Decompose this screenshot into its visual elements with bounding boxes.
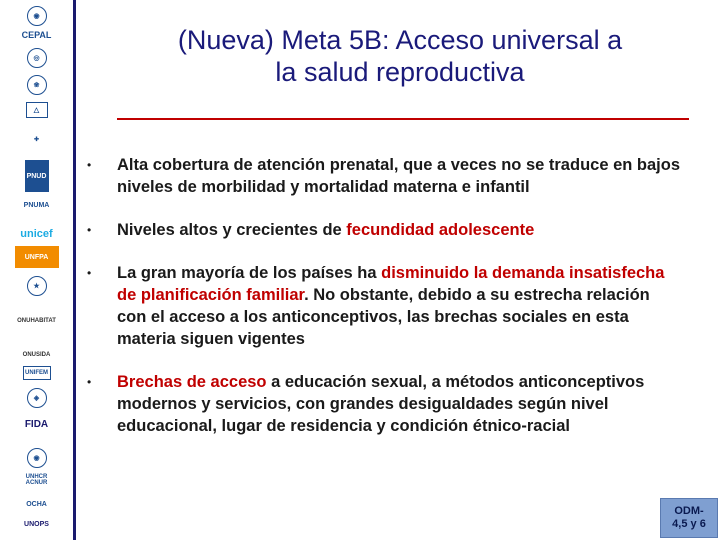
bullet-marker: • [87, 266, 92, 280]
list-item [82, 371, 682, 437]
odm-badge [660, 498, 718, 538]
fida-icon: FIDA [24, 419, 49, 430]
bullet-lead: Niveles altos y crecientes de [117, 221, 347, 239]
onu-habitat-icon: ONUHABITAT [17, 318, 56, 324]
bullet-text [117, 154, 682, 198]
ocha-icon: OCHA [26, 501, 47, 508]
bullet-marker: • [87, 223, 92, 237]
title-divider [117, 118, 689, 120]
bullet-lead: La gran mayoría de los países ha [117, 264, 382, 282]
pnuma-icon: PNUMA [23, 202, 50, 209]
list-item [82, 262, 682, 350]
bullet-highlight: Brechas de acceso [117, 373, 267, 391]
fao-icon: ❀ [27, 75, 47, 95]
bullet-highlight: fecundidad adolescente [346, 221, 535, 239]
bullet-text [117, 262, 682, 350]
wfp-icon: ★ [27, 276, 47, 296]
bullet-text [117, 371, 682, 437]
badge-line-1: ODM- [674, 505, 704, 517]
bullet-marker: • [87, 375, 92, 389]
bullet-tail: a educación sexual, a métodos anticonceptivos modernos y servicios, con grandes desigualdades según nivel educacional, lugar de residencia y condición étnico-racial [117, 373, 645, 435]
bullet-text [117, 219, 682, 241]
unfpa-icon: UNFPA [15, 246, 59, 268]
unicef-icon: unicef [20, 228, 53, 240]
onusida-icon: ONUSIDA [22, 352, 51, 358]
unops-icon: UNOPS [24, 521, 49, 528]
imf-icon: ◉ [27, 448, 47, 468]
bullet-highlight: disminuido la demanda insatisfecha de planificación familiar [117, 264, 665, 304]
title-line-1: (Nueva) Meta 5B: Acceso universal a [177, 25, 623, 55]
pnud-icon: PNUD [25, 160, 49, 192]
bullet-marker: • [87, 158, 92, 172]
ilo-icon: ◎ [27, 48, 47, 68]
badge-text [672, 505, 706, 531]
title-line-2: la salud reproductiva [275, 57, 525, 87]
world-bank-icon: ◈ [27, 388, 47, 408]
badge-line-2: 4,5 y 6 [672, 518, 706, 530]
agency-logo-sidebar [0, 0, 76, 540]
bullet-list [82, 154, 682, 458]
bullet-body: Alta cobertura de atención prenatal, que a veces no se traduce en bajos niveles de morbilidad y mortalidad materna e infantil [117, 156, 681, 196]
list-item [82, 219, 682, 241]
slide-title [80, 24, 720, 88]
paho-icon: ✚ [33, 137, 40, 143]
unesco-icon: △ [26, 102, 48, 118]
bullet-tail: . No obstante, debido a su estrecha relación con el acceso a los anticonceptivos, las brechas sociales en esta materia siguen vigentes [117, 286, 650, 348]
un-emblem-icon: ◉ [27, 6, 47, 26]
unifem-icon: UNIFEM [23, 366, 51, 380]
unhcr-icon: UNHCR ACNUR [25, 474, 48, 486]
list-item [82, 154, 682, 198]
cepal-icon: CEPAL [21, 30, 52, 40]
